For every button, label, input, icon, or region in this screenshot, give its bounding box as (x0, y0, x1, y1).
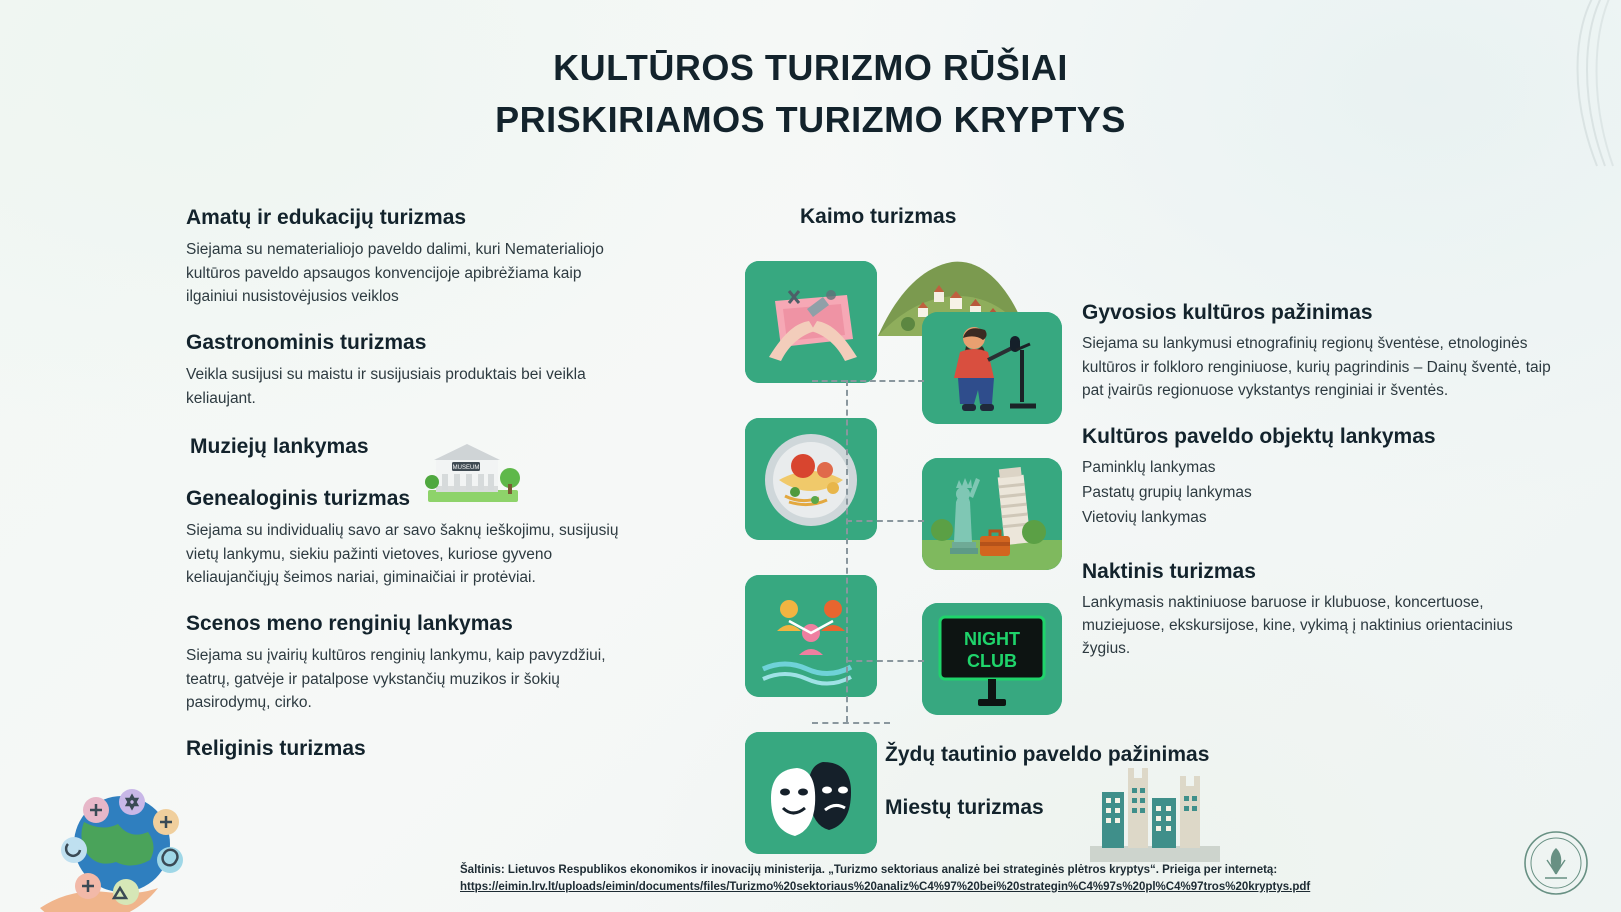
card-genealogy[interactable] (745, 575, 877, 697)
city-buildings-icon (1090, 762, 1220, 862)
globe-in-hand-icon (40, 788, 250, 912)
night-club-sign-icon (922, 603, 1062, 715)
crafts-card-icon (745, 261, 877, 383)
section-text: Siejama su įvairių kultūros renginių lankymu, kaip pavyzdžiui, teatrų, gatvėje ir patalpose vykstančių muzikos ir šokių pasirodymų, cirko. (186, 647, 606, 711)
museum-label: MUSEUM (452, 465, 480, 471)
connector-night (846, 660, 924, 662)
section-city-tourism: Miestų turizmas (885, 796, 1044, 819)
night-sign-line-1: NIGHT (964, 629, 1020, 649)
section-heading: Scenos meno renginių lankymas (186, 612, 513, 635)
section-heading: Amatų ir edukacijų turizmas (186, 206, 467, 229)
section-living-culture (1082, 300, 1552, 402)
title-line-2: PRISKIRIAMOS TURIZMO KRYPTYS (495, 99, 1126, 141)
theatre-masks-card-icon (745, 732, 877, 854)
section-text: Veikla susijusi su maistu ir susijusiais produktais bei veikla keliaujant. (186, 366, 586, 407)
heritage-line-1: Paminklų lankymas (1082, 459, 1216, 477)
connector-heritage (846, 520, 924, 522)
section-heading: Naktinis turizmas (1082, 559, 1256, 583)
section-heading: Gyvosios kultūros pažinimas (1082, 301, 1373, 324)
source-footer (460, 862, 1460, 895)
section-performing-arts (186, 611, 636, 714)
section-text: Lankymasis naktiniuose baruose ir klubuose, koncertuose, muziejuose, ekskursijose, kine, vykimą į naktinius orientacinius žygius. (1082, 593, 1513, 658)
night-sign-line-2: CLUB (967, 651, 1017, 671)
heritage-line-2: Pastatų grupių lankymas (1082, 484, 1252, 502)
section-night-tourism (1082, 559, 1552, 661)
section-museums (186, 434, 636, 460)
source-text: Šaltinis: Lietuvos Respublikos ekonomikos ir inovacijų ministerija. „Turizmo sektoriaus analizė bei strateginės plėtros kryptys“. Prieiga per internetą: (460, 864, 1278, 876)
section-gastronomy (186, 330, 636, 410)
section-jewish-heritage: Žydų tautinio paveldo pažinimas (885, 743, 1210, 766)
source-url[interactable]: https://eimin.lrv.lt/uploads/eimin/documents/files/Turizmo%20sektoriaus%20analiz%C4%97%20bei%20strategin%C4%97s%20pl%C4%97tros%20kryptys.pdf (460, 880, 1311, 893)
card-performing-arts[interactable] (745, 732, 877, 854)
heritage-monuments-icon (922, 458, 1062, 570)
section-religious (186, 736, 636, 762)
card-heritage-objects[interactable] (922, 458, 1062, 570)
connector-spine (846, 380, 848, 722)
page-title (0, 42, 1621, 146)
connector-theatre (812, 722, 890, 724)
section-heading: Genealoginis turizmas (186, 487, 411, 510)
section-heading: Gastronominis turizmas (186, 331, 427, 354)
title-line-1: KULTŪROS TURIZMO RŪŠIAI (553, 47, 1068, 88)
card-crafts[interactable] (745, 261, 877, 383)
connector-crafts (812, 380, 924, 382)
left-column (186, 205, 636, 778)
section-text: Siejama su nematerialiojo paveldo dalimi, kuri Nematerialiojo kultūros paveldo apsaugos konvencijoje apibrėžiama kaip ilgainiui nusistovėjusios veiklos (186, 241, 604, 305)
section-heading: Kultūros paveldo objektų lankymas (1082, 425, 1436, 448)
section-heading: Religinis turizmas (186, 737, 366, 760)
section-text: Siejama su individualių savo ar savo šaknų ieškojimu, susijusių vietų lankymu, siekiu pažinti vietoves, kuriose gyveno keliaujančiųjų šeimos nariai, giminaičiai ir protėviai. (186, 522, 619, 586)
kaimo-turizmas-label: Kaimo turizmas (800, 205, 957, 228)
genealogy-card-icon (745, 575, 877, 697)
right-column (1082, 300, 1552, 675)
section-crafts-education (186, 205, 636, 308)
section-heading: Muziejų lankymas (190, 434, 369, 458)
university-seal-logo (1523, 830, 1589, 896)
card-living-culture[interactable] (922, 312, 1062, 424)
heritage-line-3: Vietovių lankymas (1082, 508, 1207, 526)
live-culture-performer-icon (922, 312, 1062, 424)
museum-building-icon (418, 438, 528, 506)
section-text: Siejama su lankymusi etnografinių regionų šventėse, etnologinės kultūros ir folkloro renginiuose, kurių pagrindinis – Dainų šventė, taip pat įvairūs regionuose vykstantys renginiai ir šventės. (1082, 335, 1551, 399)
section-genealogy (186, 486, 636, 589)
section-heritage-objects (1082, 424, 1552, 531)
card-night-tourism[interactable] (922, 603, 1062, 715)
